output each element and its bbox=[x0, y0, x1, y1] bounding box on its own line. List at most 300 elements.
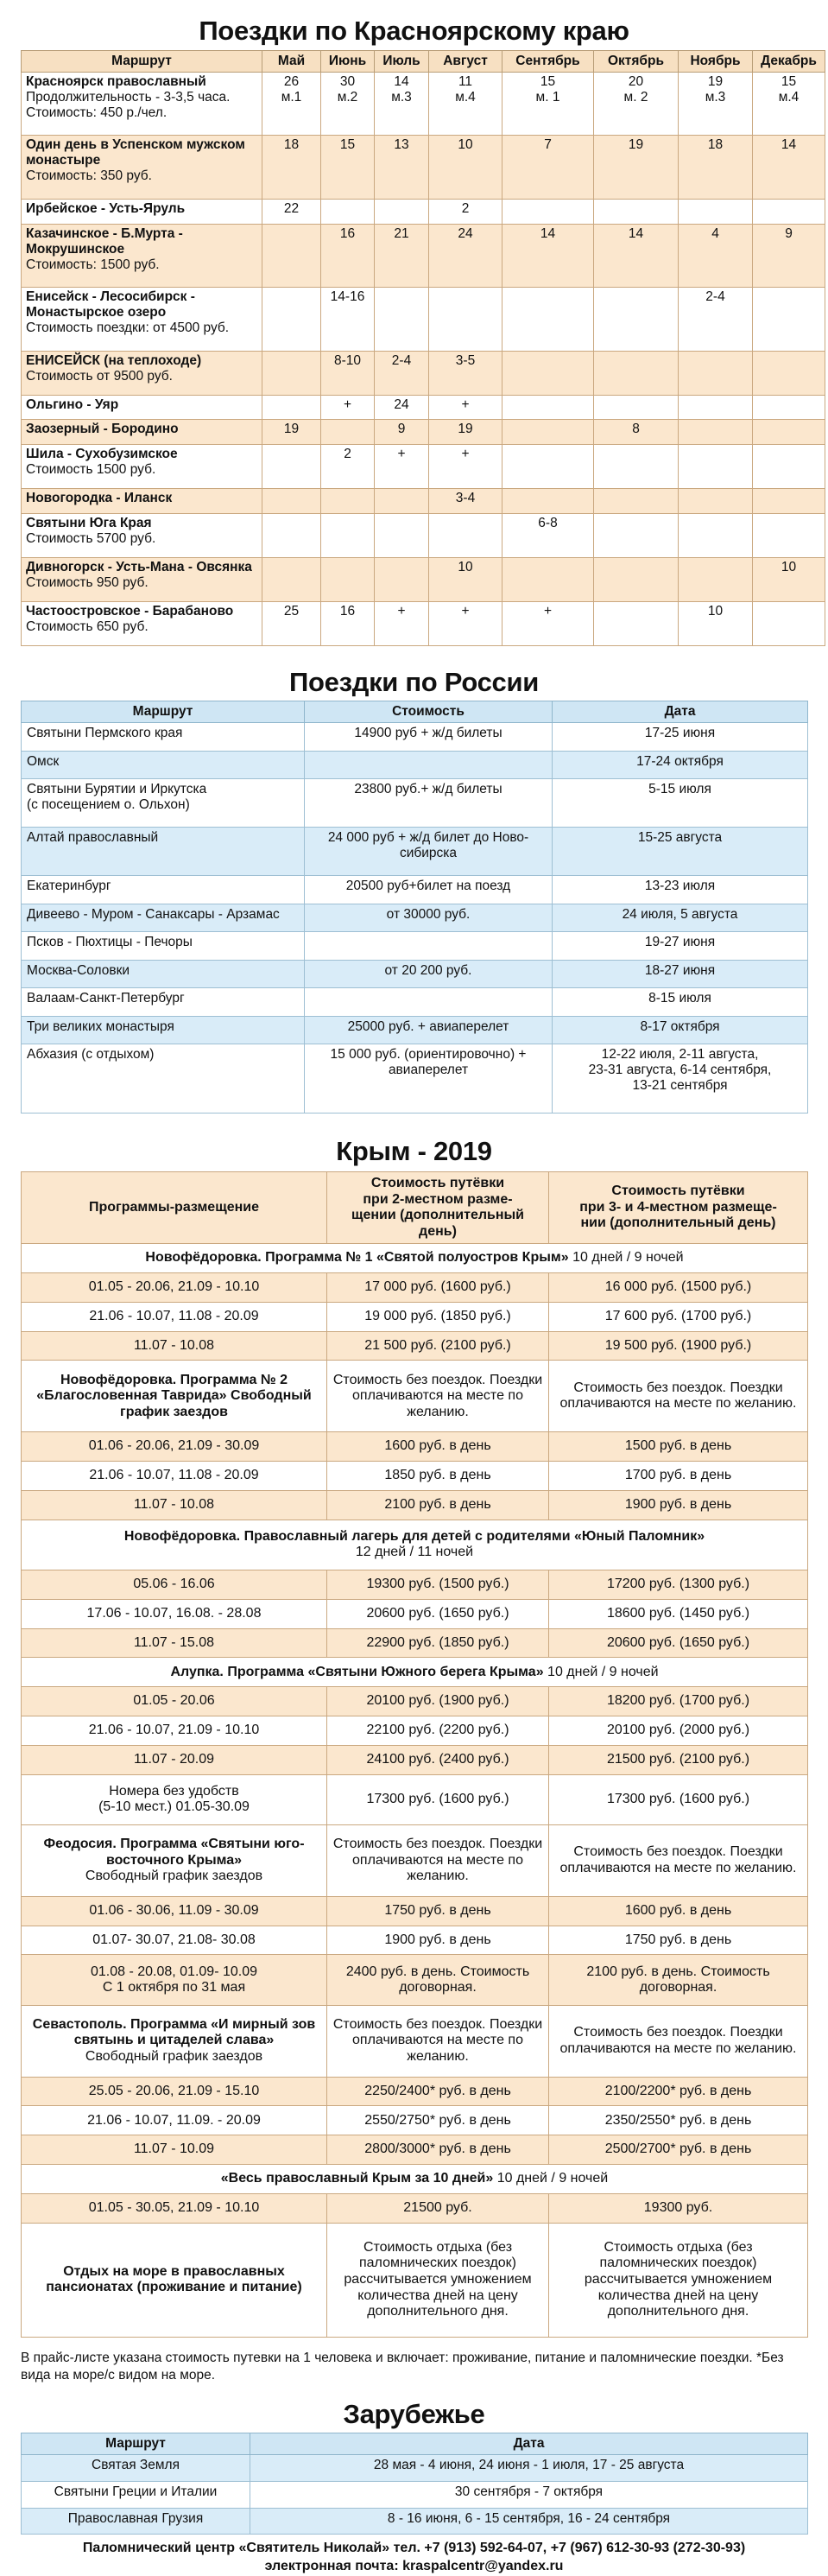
date-cell: 24 июля, 5 августа bbox=[553, 904, 808, 932]
table-row bbox=[22, 1926, 808, 1955]
date-cell: 19 bbox=[594, 136, 679, 199]
date-cell: 2-4 bbox=[375, 351, 429, 395]
period-cell: 25.05 - 20.06, 21.09 - 15.10 bbox=[22, 2077, 327, 2106]
table-row bbox=[22, 224, 825, 287]
date-cell: + bbox=[375, 601, 429, 645]
table-row bbox=[22, 1044, 808, 1114]
date-cell: 11 м.4 bbox=[429, 72, 502, 135]
date-cell: 15 bbox=[321, 136, 375, 199]
route-name: Шила - Сухобузимское bbox=[26, 446, 178, 461]
program-title: Новофёдоровка. Программа № 1 «Святой полуостров Крым» bbox=[145, 1250, 569, 1266]
table-row bbox=[22, 988, 808, 1017]
program-description: Стоимость без поездок. Поездки оплачиваются на месте по желанию. bbox=[549, 2005, 808, 2077]
table-row bbox=[22, 2165, 808, 2194]
table-row bbox=[22, 1016, 808, 1044]
route-cell bbox=[22, 444, 262, 488]
program-title-cell bbox=[22, 1824, 327, 1896]
date-cell bbox=[429, 513, 502, 557]
price-2-cell: 20600 руб. (1650 руб.) bbox=[327, 1599, 549, 1628]
date-cell bbox=[262, 224, 321, 287]
date-cell: + bbox=[429, 395, 502, 420]
date-cell: 6-8 bbox=[502, 513, 594, 557]
date-cell: 18-27 июня bbox=[553, 960, 808, 988]
date-cell: 2 bbox=[429, 199, 502, 224]
price-3-4-cell: 17200 руб. (1300 руб.) bbox=[549, 1570, 808, 1600]
date-cell: 17-25 июня bbox=[553, 722, 808, 751]
program-title-cell bbox=[22, 1658, 808, 1687]
table-row bbox=[22, 72, 825, 135]
date-cell bbox=[321, 420, 375, 445]
price-3-4-cell: 20600 руб. (1650 руб.) bbox=[549, 1628, 808, 1658]
date-cell bbox=[679, 489, 753, 514]
date-cell bbox=[753, 199, 825, 224]
table-row bbox=[22, 1658, 808, 1687]
price-2-cell: 17300 руб. (1600 руб.) bbox=[327, 1774, 549, 1824]
table-row bbox=[22, 557, 825, 601]
table-row bbox=[22, 1628, 808, 1658]
route-cell bbox=[22, 489, 262, 514]
price-2-cell: 1750 руб. в день bbox=[327, 1896, 549, 1926]
period-cell: 01.05 - 20.06, 21.09 - 10.10 bbox=[22, 1272, 327, 1302]
table-row bbox=[22, 444, 825, 488]
route-details: Стоимость поездки: от 4500 руб. bbox=[26, 320, 230, 336]
date-cell: 9 bbox=[753, 224, 825, 287]
price-3-4-cell: 21500 руб. (2100 руб.) bbox=[549, 1745, 808, 1774]
date-cell: 8-10 bbox=[321, 351, 375, 395]
program-schedule: Свободный график заездов bbox=[85, 2048, 263, 2064]
date-cell: 10 bbox=[753, 557, 825, 601]
program-title-cell bbox=[22, 2005, 327, 2077]
table-row bbox=[22, 2455, 808, 2482]
column-header: Сентябрь bbox=[502, 51, 594, 73]
table-header-row bbox=[22, 701, 808, 723]
period-cell: 21.06 - 10.07, 21.09 - 10.10 bbox=[22, 1716, 327, 1745]
date-cell: 13-23 июля bbox=[553, 876, 808, 904]
price-cell: от 20 200 руб. bbox=[305, 960, 553, 988]
krasnoyarsk-trips-table bbox=[21, 50, 825, 646]
date-cell: 30 м.2 bbox=[321, 72, 375, 135]
route-cell: Москва-Соловки bbox=[22, 960, 305, 988]
date-cell bbox=[679, 351, 753, 395]
price-2-cell: 19 000 руб. (1850 руб.) bbox=[327, 1302, 549, 1331]
route-cell bbox=[22, 557, 262, 601]
column-header: Май bbox=[262, 51, 321, 73]
date-cell bbox=[262, 444, 321, 488]
date-cell bbox=[753, 395, 825, 420]
table-row bbox=[22, 751, 808, 779]
date-cell bbox=[375, 199, 429, 224]
date-cell: 10 bbox=[679, 601, 753, 645]
price-2-cell: 22900 руб. (1850 руб.) bbox=[327, 1628, 549, 1658]
route-name: ЕНИСЕЙСК (на теплоходе) bbox=[26, 352, 202, 368]
date-cell bbox=[502, 288, 594, 351]
column-header: Июнь bbox=[321, 51, 375, 73]
period-cell: 01.08 - 20.08, 01.09- 10.09 С 1 октября по 31 мая bbox=[22, 1955, 327, 2005]
contact-phones: Паломнический центр «Святитель Николай» тел. +7 (913) 592-64-07, +7 (967) 612-30-93 (272-30-93) bbox=[82, 2541, 746, 2556]
date-cell bbox=[262, 351, 321, 395]
route-name: Ольгино - Уяр bbox=[26, 397, 119, 412]
price-cell: от 30000 руб. bbox=[305, 904, 553, 932]
date-cell bbox=[679, 513, 753, 557]
program-description: Стоимость без поездок. Поездки оплачиваются на месте по желанию. bbox=[549, 1361, 808, 1432]
table-row bbox=[22, 199, 825, 224]
price-3-4-cell: 16 000 руб. (1500 руб.) bbox=[549, 1272, 808, 1302]
table-row bbox=[22, 1745, 808, 1774]
price-cell: 23800 руб.+ ж/д билеты bbox=[305, 779, 553, 828]
table-row bbox=[22, 904, 808, 932]
date-cell bbox=[321, 513, 375, 557]
date-cell bbox=[594, 557, 679, 601]
date-cell bbox=[262, 489, 321, 514]
table-row bbox=[22, 1955, 808, 2005]
program-title: Новофёдоровка. Программа № 2 «Благословенная Таврида» Свободный график заездов bbox=[36, 1372, 312, 1419]
date-cell bbox=[502, 557, 594, 601]
date-cell bbox=[679, 557, 753, 601]
column-header: Стоимость путёвки при 2-местном разме- щении (дополнительный день) bbox=[327, 1172, 549, 1244]
date-cell: 18 bbox=[679, 136, 753, 199]
route-details: Стоимость 950 руб. bbox=[26, 574, 149, 590]
date-cell: 8-17 октября bbox=[553, 1016, 808, 1044]
program-duration: 12 дней / 11 ночей bbox=[355, 1545, 474, 1560]
period-cell: 21.06 - 10.07, 11.08 - 20.09 bbox=[22, 1302, 327, 1331]
date-cell bbox=[753, 601, 825, 645]
program-description: Стоимость без поездок. Поездки оплачиваются на месте по желанию. bbox=[327, 2005, 549, 2077]
period-cell: 11.07 - 15.08 bbox=[22, 1628, 327, 1658]
date-cell bbox=[375, 489, 429, 514]
date-cell: 13 bbox=[375, 136, 429, 199]
table-header-row bbox=[22, 2433, 808, 2455]
program-title: Феодосия. Программа «Святыни юго-восточного Крыма» bbox=[43, 1837, 305, 1868]
table-row bbox=[22, 489, 825, 514]
date-cell bbox=[679, 420, 753, 445]
route-cell bbox=[22, 224, 262, 287]
column-header: Маршрут bbox=[22, 2433, 250, 2455]
table-row bbox=[22, 1687, 808, 1716]
price-3-4-cell: 20100 руб. (2000 руб.) bbox=[549, 1716, 808, 1745]
date-cell: 7 bbox=[502, 136, 594, 199]
date-cell: 2-4 bbox=[679, 288, 753, 351]
program-title: Севастополь. Программа «И мирный зов святынь и цитаделей слава» bbox=[32, 2016, 316, 2048]
program-description: Стоимость без поездок. Поездки оплачиваются на месте по желанию. bbox=[327, 1824, 549, 1896]
date-cell: 30 сентября - 7 октября bbox=[250, 2481, 808, 2508]
price-2-cell: 17 000 руб. (1600 руб.) bbox=[327, 1272, 549, 1302]
route-cell bbox=[22, 513, 262, 557]
crimea-prices-table bbox=[21, 1171, 808, 2338]
price-2-cell: 2100 руб. в день bbox=[327, 1490, 549, 1520]
date-cell: 15 м. 1 bbox=[502, 72, 594, 135]
table-row bbox=[22, 1896, 808, 1926]
column-header: Маршрут bbox=[22, 51, 262, 73]
date-cell: 21 bbox=[375, 224, 429, 287]
date-cell: 8 - 16 июня, 6 - 15 сентября, 16 - 24 сентября bbox=[250, 2508, 808, 2535]
contact-footer bbox=[21, 2540, 807, 2576]
date-cell: 26 м.1 bbox=[262, 72, 321, 135]
period-cell: 21.06 - 10.07, 11.09. - 20.09 bbox=[22, 2106, 327, 2135]
date-cell: 19 bbox=[262, 420, 321, 445]
price-2-cell: 21 500 руб. (2100 руб.) bbox=[327, 1331, 549, 1361]
date-cell: 19 м.3 bbox=[679, 72, 753, 135]
route-cell: Три великих монастыря bbox=[22, 1016, 305, 1044]
price-3-4-cell: 2500/2700* руб. в день bbox=[549, 2135, 808, 2165]
table-row bbox=[22, 1490, 808, 1520]
period-cell: 11.07 - 10.09 bbox=[22, 2135, 327, 2165]
price-2-cell: 22100 руб. (2200 руб.) bbox=[327, 1716, 549, 1745]
rest-desc: Стоимость отдыха (без паломнических поездок) рассчитывается умножением количества дней на цену дополнительного дня. bbox=[549, 2223, 808, 2337]
table-row bbox=[22, 2193, 808, 2223]
table-row bbox=[22, 1302, 808, 1331]
date-cell bbox=[594, 288, 679, 351]
program-title: Новофёдоровка. Православный лагерь для детей с родителями «Юный Паломник» bbox=[123, 1528, 705, 1544]
date-cell: 4 bbox=[679, 224, 753, 287]
date-cell bbox=[753, 489, 825, 514]
program-duration: 10 дней / 9 ночей bbox=[493, 2171, 609, 2186]
period-cell: 01.05 - 20.06 bbox=[22, 1687, 327, 1716]
table-row bbox=[22, 2508, 808, 2535]
price-3-4-cell: 1900 руб. в день bbox=[549, 1490, 808, 1520]
price-2-cell: 1850 руб. в день bbox=[327, 1462, 549, 1491]
date-cell: 10 bbox=[429, 557, 502, 601]
date-cell bbox=[594, 513, 679, 557]
date-cell bbox=[502, 351, 594, 395]
table-row bbox=[22, 1331, 808, 1361]
date-cell: 3-5 bbox=[429, 351, 502, 395]
price-3-4-cell: 18600 руб. (1450 руб.) bbox=[549, 1599, 808, 1628]
route-cell bbox=[22, 199, 262, 224]
price-2-cell: 1600 руб. в день bbox=[327, 1432, 549, 1462]
date-cell bbox=[502, 395, 594, 420]
route-details: Стоимость 5700 руб. bbox=[26, 530, 156, 546]
table-row bbox=[22, 779, 808, 828]
period-cell: 01.06 - 20.06, 21.09 - 30.09 bbox=[22, 1432, 327, 1462]
date-cell bbox=[375, 557, 429, 601]
program-title: «Весь православный Крым за 10 дней» bbox=[220, 2171, 494, 2186]
table-row bbox=[22, 1774, 808, 1824]
program-duration: 10 дней / 9 ночей bbox=[568, 1250, 684, 1266]
date-cell: 16 bbox=[321, 601, 375, 645]
table-row bbox=[22, 420, 825, 445]
route-cell: Псков - Пюхтицы - Печоры bbox=[22, 932, 305, 961]
route-cell: Святыни Греции и Италии bbox=[22, 2481, 250, 2508]
route-name: Енисейск - Лесосибирск - Монастырское озеро bbox=[26, 289, 195, 320]
table-row bbox=[22, 2106, 808, 2135]
route-name: Святыни Юга Края bbox=[26, 515, 152, 530]
price-2-cell: 2800/3000* руб. в день bbox=[327, 2135, 549, 2165]
table-row bbox=[22, 2135, 808, 2165]
contact-email: электронная почта: kraspalcentr@yandex.ru bbox=[264, 2559, 564, 2574]
date-cell: 18 bbox=[262, 136, 321, 199]
price-2-cell: 1900 руб. в день bbox=[327, 1926, 549, 1955]
period-cell: 05.06 - 16.06 bbox=[22, 1570, 327, 1600]
date-cell: + bbox=[375, 444, 429, 488]
rest-label: Отдых на море в православных пансионатах (проживание и питание) bbox=[22, 2223, 327, 2337]
program-title-cell bbox=[22, 2165, 808, 2194]
route-details: Продолжительность - 3-3,5 часа. Стоимость: 450 р./чел. bbox=[26, 89, 231, 120]
date-cell: 5-15 июля bbox=[553, 779, 808, 828]
date-cell bbox=[502, 444, 594, 488]
route-cell: Алтай православный bbox=[22, 828, 305, 876]
date-cell: 22 bbox=[262, 199, 321, 224]
table-row bbox=[22, 1570, 808, 1600]
table-row bbox=[22, 1361, 808, 1432]
date-cell bbox=[321, 489, 375, 514]
price-cell: 15 000 руб. (ориентировочно) + авиаперелет bbox=[305, 1044, 553, 1114]
price-2-cell: 2250/2400* руб. в день bbox=[327, 2077, 549, 2106]
column-header: Программы-размещение bbox=[22, 1172, 327, 1244]
table-header-row bbox=[22, 1172, 808, 1244]
route-details: Стоимость 650 руб. bbox=[26, 619, 149, 634]
period-cell: 17.06 - 10.07, 16.08. - 28.08 bbox=[22, 1599, 327, 1628]
route-name: Дивногорск - Усть-Мана - Овсянка bbox=[26, 559, 252, 574]
date-cell bbox=[753, 444, 825, 488]
section-title-abroad: Зарубежье bbox=[343, 2399, 485, 2430]
column-header: Июль bbox=[375, 51, 429, 73]
table-row bbox=[22, 1716, 808, 1745]
route-cell: Валаам-Санкт-Петербург bbox=[22, 988, 305, 1017]
route-name: Ирбейское - Усть-Яруль bbox=[26, 200, 186, 216]
date-cell: 19-27 июня bbox=[553, 932, 808, 961]
program-title-cell bbox=[22, 1361, 327, 1432]
table-row bbox=[22, 351, 825, 395]
price-3-4-cell: 1700 руб. в день bbox=[549, 1462, 808, 1491]
route-name: Один день в Успенском мужском монастыре bbox=[26, 137, 245, 168]
route-name: Казачинское - Б.Мурта - Мокрушинское bbox=[26, 225, 183, 257]
date-cell bbox=[262, 513, 321, 557]
date-cell: 24 bbox=[429, 224, 502, 287]
date-cell bbox=[753, 513, 825, 557]
column-header: Декабрь bbox=[753, 51, 825, 73]
date-cell bbox=[502, 199, 594, 224]
route-details: Стоимость от 9500 руб. bbox=[26, 368, 173, 384]
period-cell: 01.07- 30.07, 21.08- 30.08 bbox=[22, 1926, 327, 1955]
column-header: Стоимость bbox=[305, 701, 553, 723]
date-cell: 3-4 bbox=[429, 489, 502, 514]
price-3-4-cell: 18200 руб. (1700 руб.) bbox=[549, 1687, 808, 1716]
route-cell bbox=[22, 351, 262, 395]
route-cell: Святая Земля bbox=[22, 2455, 250, 2482]
table-row bbox=[22, 2005, 808, 2077]
date-cell: 24 bbox=[375, 395, 429, 420]
date-cell: 12-22 июля, 2-11 августа, 23-31 августа, 6-14 сентября, 13-21 сентября bbox=[553, 1044, 808, 1114]
price-2-cell: 24100 руб. (2400 руб.) bbox=[327, 1745, 549, 1774]
price-3-4-cell: 19 500 руб. (1900 руб.) bbox=[549, 1331, 808, 1361]
date-cell: 25 bbox=[262, 601, 321, 645]
date-cell bbox=[594, 395, 679, 420]
price-cell bbox=[305, 932, 553, 961]
route-cell bbox=[22, 395, 262, 420]
column-header: Август bbox=[429, 51, 502, 73]
period-cell: 01.05 - 30.05, 21.09 - 10.10 bbox=[22, 2193, 327, 2223]
table-row bbox=[22, 601, 825, 645]
date-cell: 14-16 bbox=[321, 288, 375, 351]
table-row bbox=[22, 1824, 808, 1896]
date-cell bbox=[375, 288, 429, 351]
date-cell bbox=[502, 489, 594, 514]
price-cell bbox=[305, 988, 553, 1017]
table-row bbox=[22, 828, 808, 876]
route-name: Новогородка - Иланск bbox=[26, 491, 173, 506]
date-cell: 14 bbox=[753, 136, 825, 199]
period-cell: 11.07 - 10.08 bbox=[22, 1331, 327, 1361]
date-cell: + bbox=[502, 601, 594, 645]
price-2-cell: 2550/2750* руб. в день bbox=[327, 2106, 549, 2135]
date-cell: + bbox=[429, 601, 502, 645]
date-cell bbox=[594, 199, 679, 224]
program-description: Стоимость без поездок. Поездки оплачиваются на месте по желанию. bbox=[327, 1361, 549, 1432]
price-2-cell: 2400 руб. в день. Стоимость договорная. bbox=[327, 1955, 549, 2005]
date-cell bbox=[594, 351, 679, 395]
price-cell: 25000 руб. + авиаперелет bbox=[305, 1016, 553, 1044]
table-row bbox=[22, 1462, 808, 1491]
program-description: Стоимость без поездок. Поездки оплачиваются на месте по желанию. bbox=[549, 1824, 808, 1896]
russia-trips-table bbox=[21, 701, 808, 1114]
price-3-4-cell: 2100/2200* руб. в день bbox=[549, 2077, 808, 2106]
date-cell bbox=[594, 489, 679, 514]
table-row bbox=[22, 1272, 808, 1302]
date-cell: 15-25 августа bbox=[553, 828, 808, 876]
route-cell bbox=[22, 72, 262, 135]
table-row bbox=[22, 932, 808, 961]
price-cell bbox=[305, 751, 553, 779]
route-name: Заозерный - Бородино bbox=[26, 422, 179, 437]
date-cell bbox=[375, 513, 429, 557]
price-3-4-cell: 1750 руб. в день bbox=[549, 1926, 808, 1955]
date-cell: 2 bbox=[321, 444, 375, 488]
price-2-cell: 19300 руб. (1500 руб.) bbox=[327, 1570, 549, 1600]
route-cell bbox=[22, 420, 262, 445]
table-row bbox=[22, 876, 808, 904]
date-cell: + bbox=[429, 444, 502, 488]
date-cell: 14 м.3 bbox=[375, 72, 429, 135]
date-cell bbox=[753, 288, 825, 351]
route-cell: Омск bbox=[22, 751, 305, 779]
date-cell bbox=[502, 420, 594, 445]
table-row bbox=[22, 395, 825, 420]
program-title-cell bbox=[22, 1520, 808, 1570]
date-cell: 14 bbox=[594, 224, 679, 287]
route-cell: Святыни Пермского края bbox=[22, 722, 305, 751]
section-title-russia: Поездки по России bbox=[289, 667, 539, 697]
program-title: Алупка. Программа «Святыни Южного берега Крыма» bbox=[170, 1664, 544, 1679]
column-header: Стоимость путёвки при 3- и 4-местном размеще- нии (дополнительный день) bbox=[549, 1172, 808, 1244]
price-cell: 20500 руб+билет на поезд bbox=[305, 876, 553, 904]
table-row bbox=[22, 1244, 808, 1273]
date-cell: 19 bbox=[429, 420, 502, 445]
price-2-cell: 20100 руб. (1900 руб.) bbox=[327, 1687, 549, 1716]
table-row bbox=[22, 960, 808, 988]
period-cell: 21.06 - 10.07, 11.08 - 20.09 bbox=[22, 1462, 327, 1491]
table-row bbox=[22, 513, 825, 557]
date-cell bbox=[753, 351, 825, 395]
date-cell: + bbox=[321, 395, 375, 420]
date-cell: 14 bbox=[502, 224, 594, 287]
route-cell bbox=[22, 288, 262, 351]
route-cell bbox=[22, 136, 262, 199]
period-cell: 11.07 - 20.09 bbox=[22, 1745, 327, 1774]
table-row bbox=[22, 2481, 808, 2508]
period-cell: Номера без удобств (5-10 мест.) 01.05-30.09 bbox=[22, 1774, 327, 1824]
column-header: Дата bbox=[250, 2433, 808, 2455]
date-cell bbox=[262, 288, 321, 351]
price-cell: 24 000 руб + ж/д билет до Ново- сибирска bbox=[305, 828, 553, 876]
section-title-krasnoyarsk: Поездки по Красноярскому краю bbox=[199, 16, 629, 46]
table-row bbox=[22, 288, 825, 351]
date-cell: 20 м. 2 bbox=[594, 72, 679, 135]
route-details: Стоимость: 350 руб. bbox=[26, 168, 152, 184]
column-header: Маршрут bbox=[22, 701, 305, 723]
date-cell: 17-24 октября bbox=[553, 751, 808, 779]
date-cell: 16 bbox=[321, 224, 375, 287]
date-cell bbox=[679, 444, 753, 488]
